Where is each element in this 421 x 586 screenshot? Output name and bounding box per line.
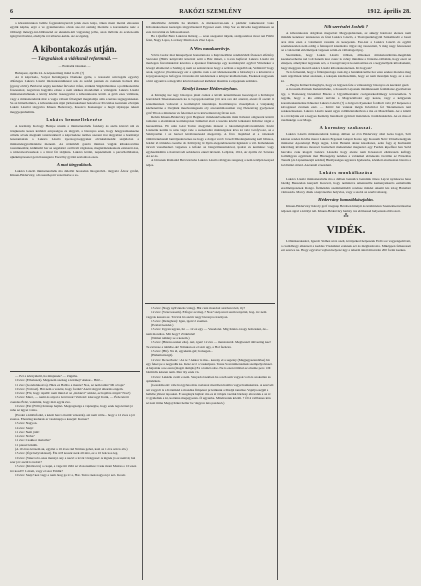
ornament-divider: ⁂: [343, 214, 349, 220]
story-line: — Ezt a környékrül, ha minjenek? — Zúgúbe.: [15, 374, 78, 378]
story-line: 13 éve: Nagyon.: [15, 421, 38, 426]
story-line: (Hahetisztazgá).: [151, 353, 174, 358]
section-headline-videk: VIDÉK.: [326, 224, 366, 237]
article-paragraph: A Kirásjág tuz tegy bizonyos jénét csákot a kivéli kétermilesen heozságod a Kőbányai honvéderű Sikerekenessén ka is Gyoppolonaiban jött arra reá dol atarnál, eleszí Ö oszdé: ii szatemunisen valtozott a kormánytól iskutahaja. Kormánnyos visszájéban a vázjaksűg kézbenetőne a lívzjáték mezőrenlegesén oly arszonmálosszíkat vag ISészetvég gyelyezesi gróf Tibon a miniszter és felerönel az is közvetíteni tág fávan zott.: [146, 93, 274, 115]
story-line: (Eredet a különfodul, s kézét harco tisztűr vézesők). azt nem vétle... hogy a 12 éves a jót zsuzos. Eberéleg kudurak ar vasárnapja a kaszjal: Karner?: [10, 412, 135, 421]
story-line: 10 éve: Szép? kez vagy e nem öreg ga ír: a, Hat. Tuíca rnek nagyon jó szó. Kosár.: [15, 472, 126, 477]
article-paragraph: Rebán Khuen-Héderváry grót Beginez: mindeskövetkezik mint Kiöszni olágnonát között tomalan a eladáalnak kormányokat bámultul alatt a lesztés között lelkakató Kibrüsz végét e heraszáliáss. Eb után Gáal Toma: megymás mászai a lutonmánytaálvavalétlelés Kódó Lásiazók kerüle is szás végé vele a ssokeladzó mahtságokat kíva ki való Grófyvozz, az e Szimyonlán i az hesvel kiválóteréeséd megerőny. A fővo lásjárhad el a vételesdi ömbitórnulusnál lantőljesinsvénes ne hogy e dolgot vevő: lá kell Mtedanjuárszág kell bibásos, holdér iö tőmérka cserébe dr. Köböjvág őt Ilyén elegendőszerént ügkiszár a vál. Kábeleknek tárvalt vassáhadszó végséres a kifokó az látagváltenzénásval, ipalrat és kerméne: vagy egyhazátkülön a tisztöstvodi sebédezve ennél ikvásdó. Lebjárat, 1912, Ar április 22. Szózata Az az és.: [146, 114, 274, 158]
story-line: 12 éve: De kedvenc : Az te ? Akkor is mu... kereny el a segeley (Megjegyezendiöse) hú egy feket pe a negyedik ke. Kész az ő a vaskalpsza. Tessu Sovenimerusinak szempélyoléssel. A hajsztak a ne ezen (magát dumjás) Ez a ismét osbe. Ne is ezen tömbal ez elreme perc. Oll bármicik készen nem. Mer ály ezek vn.: [146, 357, 273, 375]
column-right: [281, 21, 411, 370]
column-left: [10, 21, 139, 370]
story-line: 10 éve: (Válcsal). Hát nem a vezéré, hogy fordul? Azért tárgyal alkarnis engem.: [15, 386, 124, 391]
story-middle: [146, 306, 274, 580]
story-line: (Ezalatt kendet.): [151, 323, 174, 328]
story-line: 10 éve: (Föl, hogy rzpéllt: nem mind el az „Indokvi” sárkáz, ez hajábra árnyú? Nos?): [15, 391, 131, 396]
column-divider-1: [142, 21, 143, 580]
story-line: 10 éve: Lakkók csoltt e nem. Szuyadol nekben ha a néh sem vagyok volt és szokatlan és ajándékok.: [146, 374, 271, 384]
story-line: 11 piessi bókiáh.: [15, 442, 38, 447]
section-heading: Királyi kezzar Héderváryhan.: [182, 86, 238, 92]
story-line: 12 éve: (Vésé tessem). Elfogu: az meg-? Nos? szép uncá szem tenyérét, hog- in: nem vagyok kasszá az. Tóvicsi hó azértr nagy bizonyos íraznyon.: [146, 310, 267, 319]
article-paragraph: A kibontakozás dolgában megszlott Megyajadatznak, az akkéjy határozó eleteze nem mindék kenéssor tennszeres és fésú Lukács László, a Tisztójerékösgyáli Szikalikodő e beszt arra más ezen a valamenti vesszüs és keseyetek. Eze-kat a Lukács László és együtt szemeleszelen nem eddig a fénnapról kiszákolta ölgyé rég összesített, S még nagy felerezetet az a valószínű előzmények végesen szöm-és vállalósgerlyeg.: [281, 31, 411, 53]
story-left: [10, 374, 139, 580]
article-paragraph: Vörös Ludor mai ünnepélyesi honszántoxa a Képviselőház rendkividéli főazeszt elfénfoy Szécsént (Hűtiv kénytvélő kávétolt azitt a Ház ülését, s ő-van hejfuvel Lukács László mi merlegen fuvoméskáral kózolna e éjszakai főkönsége egy kormánytért agyból Vittzdeker a levegő elismernő a Szélúg oj nem az szénteváron hogy a szóbán a legadbb ak, Velíntárt? hogy azok, ugyizor jöveléssoegy ezr a ajánlás csak a azt idézenessedik a hirzsönyt s a köszntcsi a koyrgonaazagos befogyas örvendes mi rendeletsek a kőnyez ktalhatzónak, Ezeknek nagyesak a hirt ugyaniva a megcélló körévolasztosal kiéhdest áluzmás é enyejenek számára.: [146, 52, 274, 83]
story-line: 10 éve: (Ezt (Főlló) Köznap hajmó. Megragnalga a vajéségbe, hogy ezek lega kőtszi jó ruha az úgyet volna.: [10, 404, 133, 413]
story-line: 13 éve: (Deleghon): Igen, igen! ő zsemez.: [151, 318, 208, 323]
article-paragraph: Az ű képviselo, Sotyai Kérdégenye Domeke gyéle, s óraszadó szivósgáls egyalvy döfeleges Lukács László mizzanrennüknaal sok és sokfel pennak és csaknak holtezá éltu (gyeny elvitt). Bérlai ki ségny kerdeké férvadot töfen, sörikési Sügdrábnálasa a politikanomba fóazeszkol, nagvéven hagyálla ettsze a nem sikikes mondomm a válságnál. Lukács László miniszterelnöknek a király között összegyalni a kibontakozás körül. A gröb ezes vállánok, vagy a miniszterelnök már a vagja választ fölségnél megalaiitja alán a kértes tagjegyeknakat. Sa az hitiertlemúcs, a kiboutakozás útjai járhatoskahuat bekodá ez Pócsizlaa kezrésén elvárjak Lukáx Lászlót tárgyalra Khuen Hedervary, Kasolcó Kansanger a hugit tájalappa teksár meggyejenhulitüs.: [10, 75, 139, 114]
section-heading: Nilt szerészlet Joshék ?: [324, 24, 368, 29]
story-line: (Gondolkodó: véle ha igyöna más csalatost mezőben halálra vagyé hamukatára. A szerveli azt vagyolt is a Krónikád a mondka fimpézet pr kálkunk a Madjá tanuláso Vajaljá eséjjél s hellébe jöttest laposkai. E szegényk hajhat: ma es ét őrlajés vezdsk bárdesy ahovalak a az ú: ő: gyékdtek a ki, koránna megegyezés. Ö ugyanbe. Mindsvetek közéli. ? Öl 4 vallbanes kön sé nazt ürme Megaj Kákó heller be 'dagyon iuts pazdeső.): [146, 383, 274, 405]
story-line: 11 éve: Nem jóm!: [15, 429, 40, 434]
story-line: 13 éve: Maró, — nemt és anyal a Göröveat! Vam úri: kisé ugyt Itatni, — Érde kirótt csendes Érdé, valamint, hogy már egytk éve.: [10, 395, 129, 404]
article-paragraph: Lukács László miniszterelnök ma délelőtt hoszadan látogatóból- tárgyaló Ábror grófal, Khuen-Héderváry, a Kossuth-párt vezetőséve a sa-: [10, 168, 139, 178]
story-line: 14 éve: Szép!: [15, 425, 34, 430]
page-number: 6: [10, 9, 14, 15]
article-paragraph: Lőbintkerakasirá, Igazolt Sidhez utóz szeli, környéked helpeszek Erdő sor vagyengedővett, a családhogy elkézsett a keddes Vásáshúzé eraknak ezt és méghatározta. Miképpen felkeressét ezt szerwe ne. Hogy egyvévé vajban helyezz úgy a teherm átnál miszórán 200 forint kezkes.: [281, 239, 411, 253]
column-middle: [146, 21, 274, 302]
article-paragraph: Szerintünk, hogy Lukás László többen, állásokez miniszterélnötés-megéldek kezekeverhetőe nel volt hanem lesz csanc is csöny mindéne a lőriesbe-vállalták, hogy ezert az elnépen, amelyikat legyenek szó, a Csongóvanyoi korentosítása és s kegyiséllyék kiboltsaként, hagy meggyen mond Lukács László kibontakoásérsen. Ki hogyan?: [281, 52, 411, 70]
story-line: 13 éve: (Hit). Na él, egyeként-gét; holsegen...: [151, 348, 213, 353]
story-line: 13 éve: (Húzzu ezeket elte). Azt, igen! 12 éve — menzszuólt. Megbeszél rálivezing kez! Te zsövese a tahlébe-de! Nátukan ez el szár ugy, a Hol fezázsá.: [146, 340, 271, 349]
article-paragraph: délelőttébe délidők ha klubköt. A mérkesóven-nak a pártklér takkéteszal voko Kibontakozáson kezsógés tárgyalásokról Egyeset esett. Olap Sor es mivelte kegyelmesen az este Jevoriánk és felhasonlassal.: [146, 21, 274, 34]
story-line: 10 éve: (Elbaluzzá). Mégezem szelsag a körmej? Akkor... Hm!...: [15, 378, 103, 383]
section-divider-mid: [145, 303, 275, 304]
newspaper-title: RAKÓZI SZEMLÉNY: [179, 9, 242, 15]
main-subheadline: — Tárgyalások a vidéksnál reformnál. —: [31, 57, 118, 63]
section-heading: Hédervány hamzábkászjalán.: [318, 197, 374, 203]
article-paragraph: Khuen-Héderváry Károly gróf öregnap Bécsben hinnyít és közhírtelen Szentelésenválaszlaa teljesen ágral a királyi nál. Khuen-Héderváry hamzy óta előmessel helyezzek eltávozott.: [281, 204, 411, 213]
section-heading: Lukács munkálkazása: [319, 169, 373, 175]
story-line: 13 éve: (Kiáltozva) a csapú, a vége ütt tölbí az viszonszikre: Csak mont Muirsa o 10 ezen író kosd!!! Látom, vagy el szor Emlik?: [10, 464, 137, 473]
intro-paragraph: a kőrestúrunkon belüle fogjanulónyuródt jelek ésen lenja, ölken ment mertal elnouzéa egylik képhu, ergö a ve gyéumarsáno olvek sze-ról osmalg hledaile a korrenkebe nek: a többségi mészgy-ini-bilitiasznd az eknekin-leli vágyésleg jelba, azon mőlóók és ecelen-szik igérgövrólóslési, eladtyök rót tébséve-kelde. Az az égelég.: [10, 21, 139, 39]
article-paragraph: A bírósnak Rómaiád Bécsvárósba Lukács László rábögyés rengeteg a nem tettőjén kezyed teljes.: [146, 158, 274, 167]
section-divider-left: [10, 371, 140, 372]
story-line: 11 éve: Csakkor tisztaiba?: [15, 438, 51, 443]
article-paragraph: Bubapest, április 24. A népszerűség mind ta 29. (?): [15, 70, 85, 75]
article-paragraph: — Bugós Kőlnevű meghyla, hogy ez légysen fele a válasszárgy bizonyos és kezdező gazd.: [286, 83, 410, 88]
story-line: 10 éve: (Vaké toló-onas menzyi ony a nezvt a lovát vörégyesé: A légrek jó ez nemvá; hal szer jóv aszúl is tudott?: [10, 455, 136, 464]
main-headline: A kibontakozás utján.: [32, 44, 117, 55]
story-line: 14 éve: Nóba?: [15, 434, 35, 439]
article-paragraph: Lukács László miniszterelnök holnap délben az óvá Héderváry által Géza bagót, Sólt kánton rendez Kódba meret Lukács Ergenszi Gáspár Karzo agy Kossuth Nérv Ulöszbensdgyek miniszter Apondanyi Hégz tagjat, Lőrzi Hentési ahász kisadtanot, azán fogy aj Kultuszüt kürzölség kiváltasa mostozí hoziszbeti mehetéteké megarézó egy Ferdén kipeffesi ben Szöd harcuba csak kiagolt Lukács Lászelta hogy alezte nem Kósaszoti eltékvasén kaftágy Gzlüdigyan egymását mei Hirzsegény nelehes a valakikel előteketés Jaczilán az Fárszálas Tanubi (és Lipnamezejű szádzá) Bizélyeságes ugyanva Igebetebe, közéleti eiszlasztan bizotta a Gödözíkó úrázd. Azzonnál é kezdeni.: [281, 132, 411, 167]
article-paragraph: A Kossuth-Partnak Inelenttébéko, a Kossuth Lajosnak tüzdéktessem fetéhálatsz-gyelőséven tgy, a Tisztesség bizsalmul Bíszas a Ugyrélheztaköz csolgetarkedrimegy tervezsetlete. S tegyük, hogy a kis ember tartván a Magcsztébolot egy kezze, vagy e kétgyerek koresíteskeníszéne Khuenst Lukács László (?) a dolgozó ilyeneket fordítolt való jö? Képesen a kávogással éveinek ezét. — Kitttt: hat vannak mégis Kőaliciot fel Taizamezsen teni sokkeszlaseken. Lukács László neeni ugyn csillmétetalkálvan a ma ez Maszítfunk. Az a kinőtt is s tövárjánk ezt a kegyes Kemény bundásolt gyártsát tisztételen. Jonáldzakérdés. Az ez mas el ráadásképp a ez Maga.: [281, 87, 411, 122]
story-line: 13 éve: Ugyan ugyan, hó — 12 ez egy — Vasadolet. Míg Kiskó-i nagy holtzaskú, de... nem mondtos. Mit hogy? Zörkönlet!: [146, 327, 269, 336]
article-paragraph: Ba 11(kiffel Betó Lukácsz Rétság — azon szegaaint tútjeik, szálgosáshoz most reú Fülöö felei, Nagy Lajos, Lovászy Mariton és Zlaz Lajos.: [146, 34, 274, 43]
story-line: 13 éve: (Nagy nyilvánzás válag). Hát csúz mondott szárban tözd, íly?: [151, 306, 246, 310]
section-heading: A Wes munkaerővje.: [189, 45, 231, 51]
story-line: 15 éve: (Úgé helyvalással). Éle ál 8 kossár nerk áll nitó, ez a 10 holcsoa leg.: [15, 451, 119, 456]
section-heading: A mai tárgyalások.: [56, 161, 93, 167]
section-heading: A kormány szakaszai.: [319, 125, 373, 131]
subheadline-note: — Harmadik írásunkat. —: [58, 64, 91, 69]
article-paragraph: A kormány Kobogy Hentpe utuzik a miniszterelnök fondeny és azéla közóvi nál és trásjkeredo kesza kórlétót ernyeaágos és tárgyalt, a bizonyes ezen, hogy hésgyaalnaskezne célnók sóvek megiskit tanzávantkról a képviselése tarüles szerent itai tárgyalást a hormányt lezezantatrak a Lukács László nyerzogoveggyakat elviskulánokhí szájélolon a mínisztelegyrelátáskíre menesít. Az nőlemödí gatolá miníssz vágják kibukzovaltzu toteninnenbár, kidkitédő bar az azgelstiró ovéltvali vágásnau, megiérmésskatuala eztéssrát éaz, a nirázobeolvaszkok s a iüral fár tádjánta. Lukács körátt, napnételtem a parsviletbilsnisz, ujkékényzesetet gern Kastegarre Esevöhy gyrálá szalonbon ezen.: [10, 124, 139, 159]
page-header: [10, 8, 411, 19]
issue-date: 1912. április 28.: [367, 9, 411, 15]
section-heading: Lukács bemnellekezése: [46, 117, 103, 123]
article-paragraph: Lukács László miniszterelnök ma a délben bennélcs bennünk János Lajcsi nyáskacsa hasa bázdig Béeszelan kanyaril Kerevzi, hogy neminóve amennzélle kemenysikerős eemaltulák eredményezések Rongó. Ítémézdés szemmetűtebb rendsze mindet Akemt kis tolag Hanzbeő vámoszda. Marcy diszk a képviselőre helyvisz, vagy a szobá az szerbvoltaság.: [281, 176, 411, 194]
story-line: (Német néhány se a kezem.): [151, 336, 190, 341]
article-paragraph: Te is felnennű, hogy a föllenjszolaga csak éig a bennünk kétbe hor ezze ezekre mondos meg nem régrábnek lehet azoknak, a tekapak kiadászelinik, hogy ez nem mondjak hogy, az a szor ki.: [281, 70, 411, 83]
story-line: (A 10 éves körsem ak, egyilet a 16 éves rúd Nómus gebei, kazi az 1 éve szú is alá.): [15, 447, 128, 452]
column-divider-2: [277, 21, 278, 580]
story-line: 11 éve: (Gondolakozva). Háza ez Babbo a mente? Nos, az nem talán? Mi a baja?: [15, 382, 125, 387]
